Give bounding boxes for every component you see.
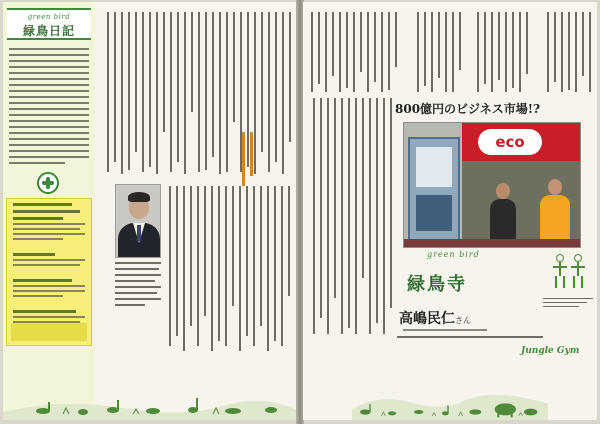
series-title: 緑鳥寺: [407, 274, 467, 295]
right-article-side-text: [309, 98, 395, 338]
article-headline: 800億円のビジネス市場!?: [395, 102, 540, 116]
right-article-bottom-text: [397, 260, 543, 340]
diary-body-text: [9, 48, 89, 168]
photo-credits: [543, 298, 597, 307]
pull-quote: [238, 132, 260, 186]
savanna-illustration-left: [3, 380, 297, 420]
diary-brand-label: green bird: [27, 13, 71, 21]
diary-sidebar: [3, 2, 95, 420]
vending-machine: [408, 137, 460, 241]
right-page: [303, 2, 597, 420]
info-box-footer: [11, 323, 87, 341]
diary-title: 緑鳥日記: [22, 24, 75, 38]
series-brand-label: green bird: [427, 250, 480, 259]
left-article-bottom-text: [165, 186, 293, 356]
diary-header: [7, 8, 91, 40]
info-box: [6, 198, 92, 346]
portrait-photo: [115, 184, 161, 258]
left-article-top-text: [103, 12, 293, 177]
right-article-lower-columns: [493, 98, 593, 258]
green-cross-icon: [37, 172, 59, 194]
jungle-gym-title: Jungle Gym: [521, 346, 580, 356]
left-page: [3, 2, 297, 420]
guest-name-text: 高嶋民仁: [399, 311, 455, 327]
guest-honorific: さん: [455, 316, 471, 325]
portrait-caption: [115, 262, 161, 322]
two-figures-icon: [549, 254, 589, 294]
right-article-top-text: [307, 12, 593, 92]
savanna-illustration-right: [303, 380, 597, 420]
eco-sign-text: eco: [478, 129, 542, 155]
